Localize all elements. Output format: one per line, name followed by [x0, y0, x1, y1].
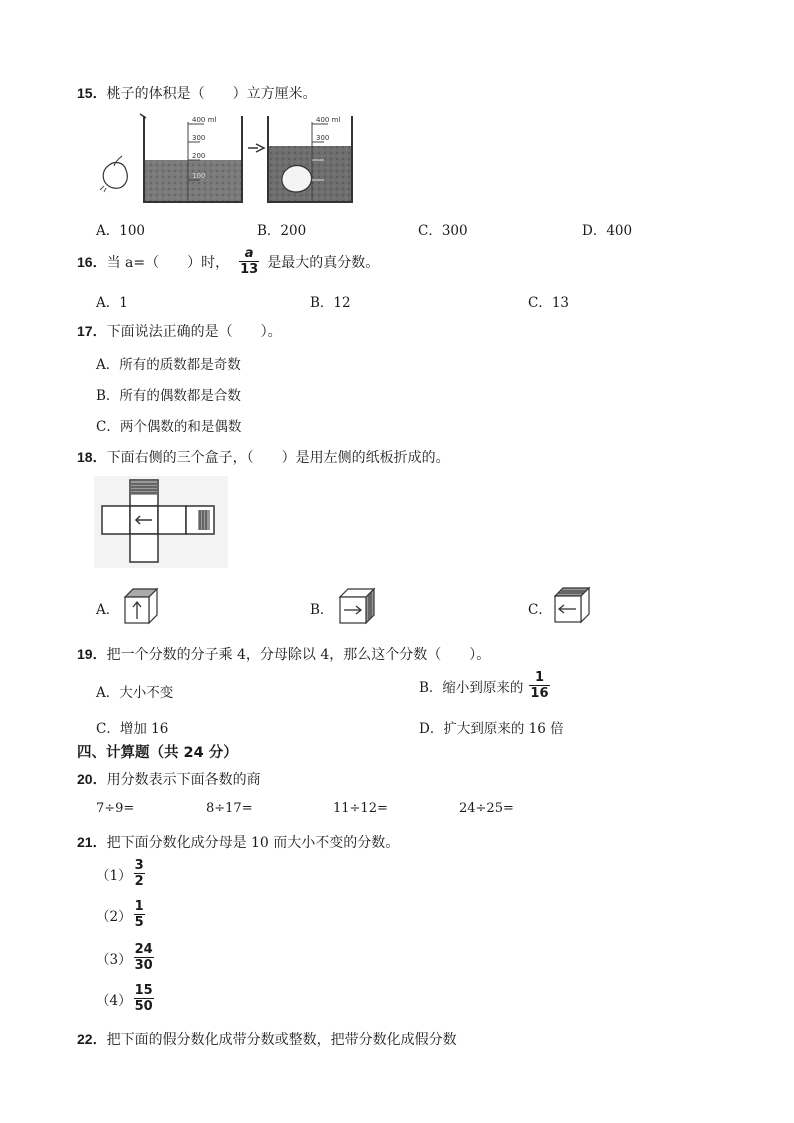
option-c[interactable]: C．13 [528, 295, 570, 311]
fraction-denominator: 5 [134, 915, 144, 930]
option-c[interactable]: C．增加 16 [96, 721, 169, 737]
fraction-denominator: 13 [240, 262, 259, 277]
option-c[interactable]: C．300 [418, 223, 468, 239]
question-18 [77, 447, 450, 467]
striped-right-face [198, 510, 210, 530]
fraction-numerator: 15 [134, 983, 153, 998]
fraction [134, 858, 145, 889]
question-number: 15． [77, 85, 107, 101]
question-text: 下面右侧的三个盒子，（ ）是用左侧的纸板折成的。 [106, 450, 450, 466]
question-text: 下面说法正确的是（ ）。 [106, 324, 282, 340]
question-number: 21． [77, 834, 107, 850]
section-title: 四、计算题（共 24 分） [77, 745, 238, 761]
fraction-denominator: 50 [134, 999, 153, 1014]
option-c[interactable]: C． [528, 602, 552, 618]
beaker2-mark-300: 300 [316, 134, 330, 142]
fraction-denominator: 2 [134, 874, 144, 889]
beaker1-mark-300: 300 [192, 134, 206, 142]
option-b-text: B．缩小到原来的 [419, 679, 524, 696]
option-b[interactable]: B．所有的偶数都是合数 [96, 388, 241, 404]
fraction-item-2 [96, 899, 147, 930]
question-22 [77, 1029, 457, 1049]
option-d[interactable]: D．400 [582, 223, 633, 239]
item-label: （3） [96, 951, 132, 968]
fraction-denominator: 16 [530, 686, 549, 701]
beaker-illustration [96, 110, 366, 210]
box-a-icon[interactable] [121, 585, 161, 625]
fraction [134, 983, 154, 1014]
question-20 [77, 769, 261, 789]
option-a[interactable]: A． [96, 602, 120, 618]
fraction-item-3 [96, 942, 156, 973]
question-text-post: 是最大的真分数。 [267, 254, 380, 271]
beaker1-mark-200: 200 [192, 152, 206, 160]
item-label: （4） [96, 992, 132, 1009]
question-text: 把下面分数化成分母是 10 而大小不变的分数。 [106, 835, 400, 851]
fraction-item-1 [96, 858, 147, 889]
option-a[interactable]: A．1 [96, 295, 128, 311]
question-17 [77, 321, 282, 341]
fraction-a-over-13 [239, 246, 259, 277]
beaker1-mark-100: 100 [192, 172, 206, 180]
question-number: 22． [77, 1031, 107, 1047]
box-c-icon[interactable] [551, 584, 593, 626]
beaker1-mark-400: 400 ml [192, 116, 217, 124]
fraction-numerator: a [244, 246, 254, 261]
option-b[interactable]: B． [310, 602, 334, 618]
fraction-numerator: 24 [134, 942, 153, 957]
arrow-right-icon [248, 144, 264, 152]
question-21 [77, 832, 399, 852]
question-text: 把一个分数的分子乘 4，分母除以 4，那么这个分数（ ）。 [106, 647, 491, 663]
fraction [134, 942, 154, 973]
item-label: （1） [96, 867, 132, 884]
option-a[interactable]: A．大小不变 [96, 685, 174, 701]
fraction-numerator: 1 [134, 899, 144, 914]
item-label: （2） [96, 908, 132, 925]
division-item-2: 8÷17= [206, 801, 253, 816]
striped-top-face [131, 481, 157, 495]
division-item-4: 24÷25= [459, 801, 514, 816]
fraction-denominator: 30 [134, 958, 153, 973]
box-b-icon[interactable] [336, 585, 378, 625]
fraction [134, 899, 145, 930]
question-number: 18． [77, 449, 107, 465]
question-15 [77, 83, 317, 103]
question-text: 把下面的假分数化成带分数或整数，把带分数化成假分数 [106, 1032, 457, 1048]
option-a[interactable]: A．所有的质数都是奇数 [96, 357, 241, 373]
question-number: 17． [77, 323, 107, 339]
question-text-pre: 当 a=（ ）时， [106, 254, 230, 271]
question-number: 16． [77, 253, 107, 270]
fraction-item-4 [96, 983, 156, 1014]
question-number: 19． [77, 646, 107, 662]
question-text: 用分数表示下面各数的商 [106, 772, 261, 788]
division-item-3: 11÷12= [333, 801, 388, 816]
option-c[interactable]: C．两个偶数的和是偶数 [96, 419, 242, 435]
fraction-numerator: 1 [534, 670, 544, 685]
option-b[interactable] [419, 670, 552, 701]
peach-icon [100, 156, 127, 192]
option-b[interactable]: B．12 [310, 295, 351, 311]
fraction-numerator: 3 [134, 858, 144, 873]
question-text: 桃子的体积是（ ）立方厘米。 [106, 86, 317, 102]
question-16 [77, 246, 379, 277]
option-b[interactable]: B．200 [257, 223, 307, 239]
division-item-1: 7÷9= [96, 801, 135, 816]
cube-net-diagram [94, 476, 228, 568]
option-d[interactable]: D．扩大到原来的 16 倍 [419, 721, 564, 737]
beaker2-mark-400: 400 ml [316, 116, 341, 124]
question-19 [77, 644, 490, 664]
beaker-after [268, 116, 352, 202]
question-number: 20． [77, 771, 107, 787]
beaker-before [140, 114, 242, 202]
option-a[interactable]: A．100 [96, 223, 146, 239]
fraction-1-over-16 [529, 670, 549, 701]
